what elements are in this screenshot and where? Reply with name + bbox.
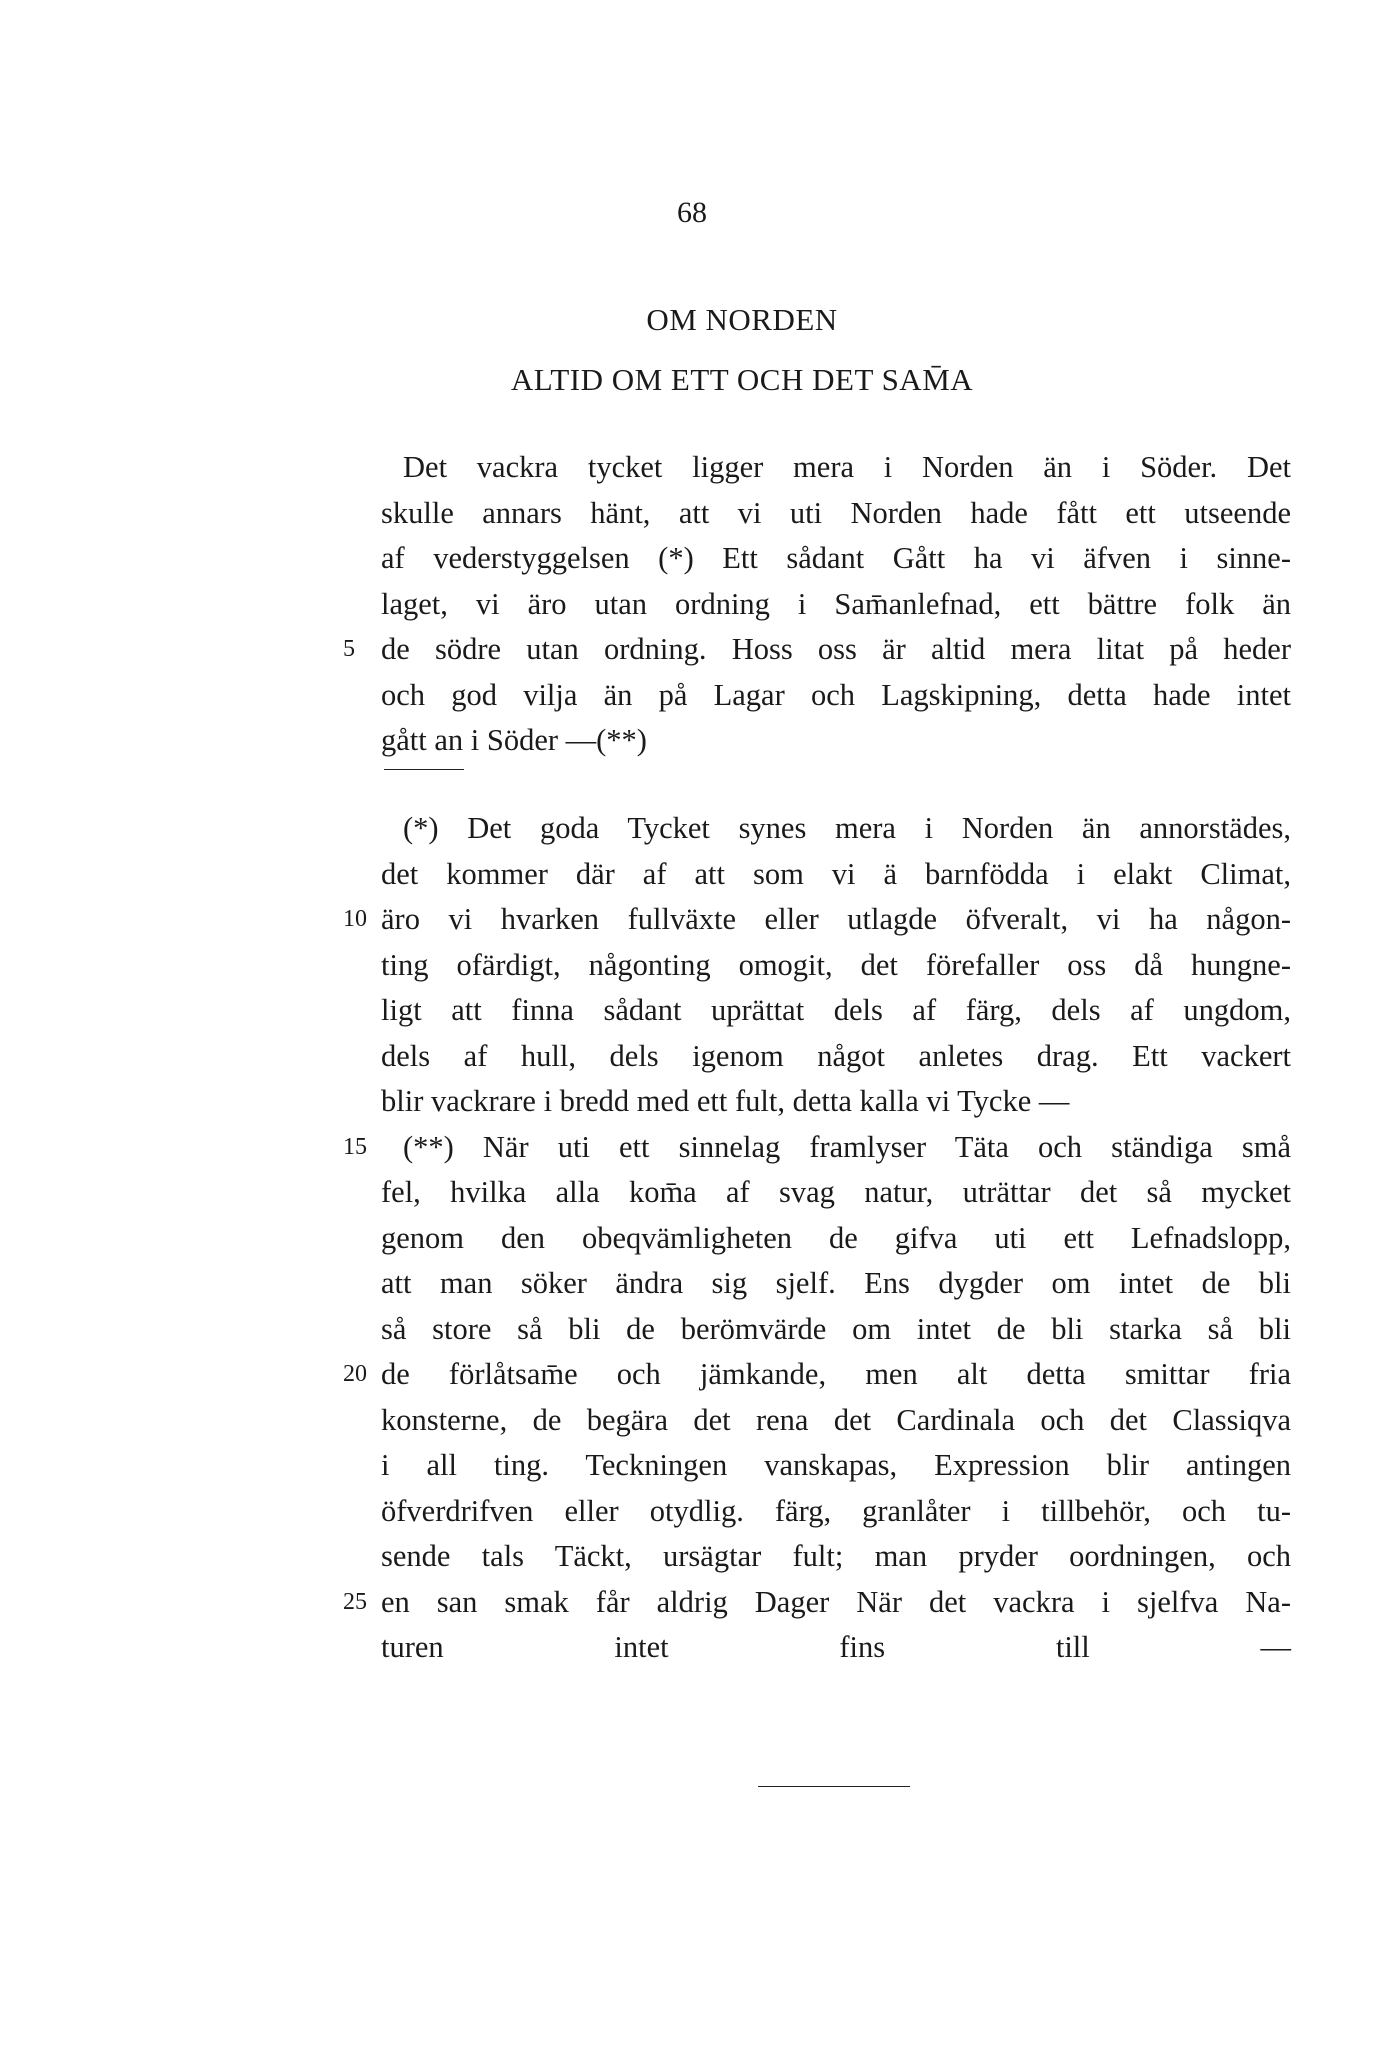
footnote-line bbox=[381, 806, 1291, 852]
footnote-separator bbox=[384, 769, 464, 770]
body-text bbox=[343, 445, 1291, 764]
body-line bbox=[381, 445, 1291, 491]
line-text: sende tals Täckt, ursägtar fult; man pryder oordningen, och bbox=[381, 1539, 1291, 1573]
body-line bbox=[343, 627, 1291, 673]
line-text: skulle annars hänt, att vi uti Norden hade fått ett utseende bbox=[381, 495, 1291, 530]
line-text: dels af hull, dels igenom något anletes drag. Ett vackert bbox=[381, 1038, 1291, 1073]
line-text: fel, hvilka alla kom̄a af svag natur, uträttar det så mycket bbox=[381, 1175, 1291, 1209]
footnote-line bbox=[381, 1170, 1291, 1216]
end-rule bbox=[758, 1786, 910, 1787]
body-line bbox=[381, 673, 1291, 719]
footnote-line bbox=[381, 1261, 1291, 1307]
footnotes bbox=[343, 806, 1291, 1671]
line-text: ting ofärdigt, någonting omogit, det förefaller oss då hungne- bbox=[381, 947, 1291, 982]
line-text: (*) Det goda Tycket synes mera i Norden än annorstädes, bbox=[403, 811, 1291, 845]
footnote-line bbox=[381, 943, 1291, 989]
line-text: Det vackra tycket ligger mera i Norden än i Söder. Det bbox=[403, 450, 1291, 484]
footnote-line bbox=[343, 1352, 1291, 1398]
line-number: 20 bbox=[343, 1361, 367, 1387]
body-line bbox=[381, 536, 1291, 582]
footnote-line bbox=[381, 1534, 1291, 1580]
footnote-line bbox=[381, 1625, 1291, 1671]
footnote-line bbox=[343, 1125, 1291, 1171]
footnote-line bbox=[343, 897, 1291, 943]
line-number: 10 bbox=[343, 906, 367, 932]
line-text: blir vackrare i bredd med ett fult, detta kalla vi Tycke — bbox=[381, 1084, 1070, 1118]
line-number: 25 bbox=[343, 1588, 367, 1615]
footnote-line bbox=[381, 1079, 1291, 1125]
footnote-line bbox=[381, 1489, 1291, 1535]
line-text: genom den obeqvämligheten de gifva uti ett Lefnadslopp, bbox=[381, 1220, 1291, 1255]
line-text: gått an i Söder —(**) bbox=[381, 723, 647, 757]
page-number: 68 bbox=[677, 196, 707, 229]
line-text: ligt att finna sådant uprättat dels af färg, dels af ungdom, bbox=[381, 993, 1291, 1027]
line-text: konsterne, de begära det rena det Cardinala och det Classiqva bbox=[381, 1402, 1291, 1437]
line-text: de södre utan ordning. Hoss oss är altid mera litat på heder bbox=[381, 632, 1291, 666]
line-text: det kommer där af att som vi ä barnfödda i elakt Climat, bbox=[381, 856, 1291, 891]
body-line bbox=[381, 491, 1291, 537]
footnote-line bbox=[343, 1580, 1291, 1626]
line-text: turen intet fins till — bbox=[381, 1630, 1291, 1664]
body-line bbox=[381, 582, 1291, 628]
line-text: så store så bli de berömvärde om intet de bli starka så bli bbox=[381, 1311, 1291, 1346]
line-text: äro vi hvarken fullväxte eller utlagde öfveralt, vi ha någon- bbox=[381, 902, 1291, 936]
footnote-line bbox=[381, 852, 1291, 898]
line-text: (**) När uti ett sinnelag framlyser Täta och ständiga små bbox=[403, 1129, 1291, 1164]
chapter-title: OM NORDEN bbox=[646, 302, 838, 337]
footnote-line bbox=[381, 1216, 1291, 1262]
footnote-line bbox=[381, 1034, 1291, 1080]
line-number: 5 bbox=[343, 636, 355, 662]
line-text: en san smak får aldrig Dager När det vackra i sjelfva Na- bbox=[381, 1584, 1291, 1619]
line-text: i all ting. Teckningen vanskapas, Expression blir antingen bbox=[381, 1448, 1291, 1482]
body-line bbox=[381, 718, 1291, 764]
footnote-line bbox=[381, 1398, 1291, 1444]
line-text: laget, vi äro utan ordning i Sam̄anlefnad, ett bättre folk än bbox=[381, 586, 1291, 621]
chapter-subtitle: ALTID OM ETT OCH DET SAM̄A bbox=[510, 362, 974, 397]
footnote-line bbox=[381, 1307, 1291, 1353]
line-text: de förlåtsam̄e och jämkande, men alt detta smittar fria bbox=[381, 1357, 1291, 1391]
line-text: att man söker ändra sig sjelf. Ens dygder om intet de bli bbox=[381, 1266, 1291, 1300]
line-text: af vederstyggelsen (*) Ett sådant Gått ha vi äfven i sinne- bbox=[381, 541, 1291, 575]
footnote-line bbox=[381, 1443, 1291, 1489]
line-number: 15 bbox=[343, 1133, 367, 1160]
line-text: öfverdrifven eller otydlig. färg, granlåter i tillbehör, och tu- bbox=[381, 1493, 1291, 1528]
footnote-line bbox=[381, 988, 1291, 1034]
line-text: och god vilja än på Lagar och Lagskipning, detta hade intet bbox=[381, 677, 1291, 712]
